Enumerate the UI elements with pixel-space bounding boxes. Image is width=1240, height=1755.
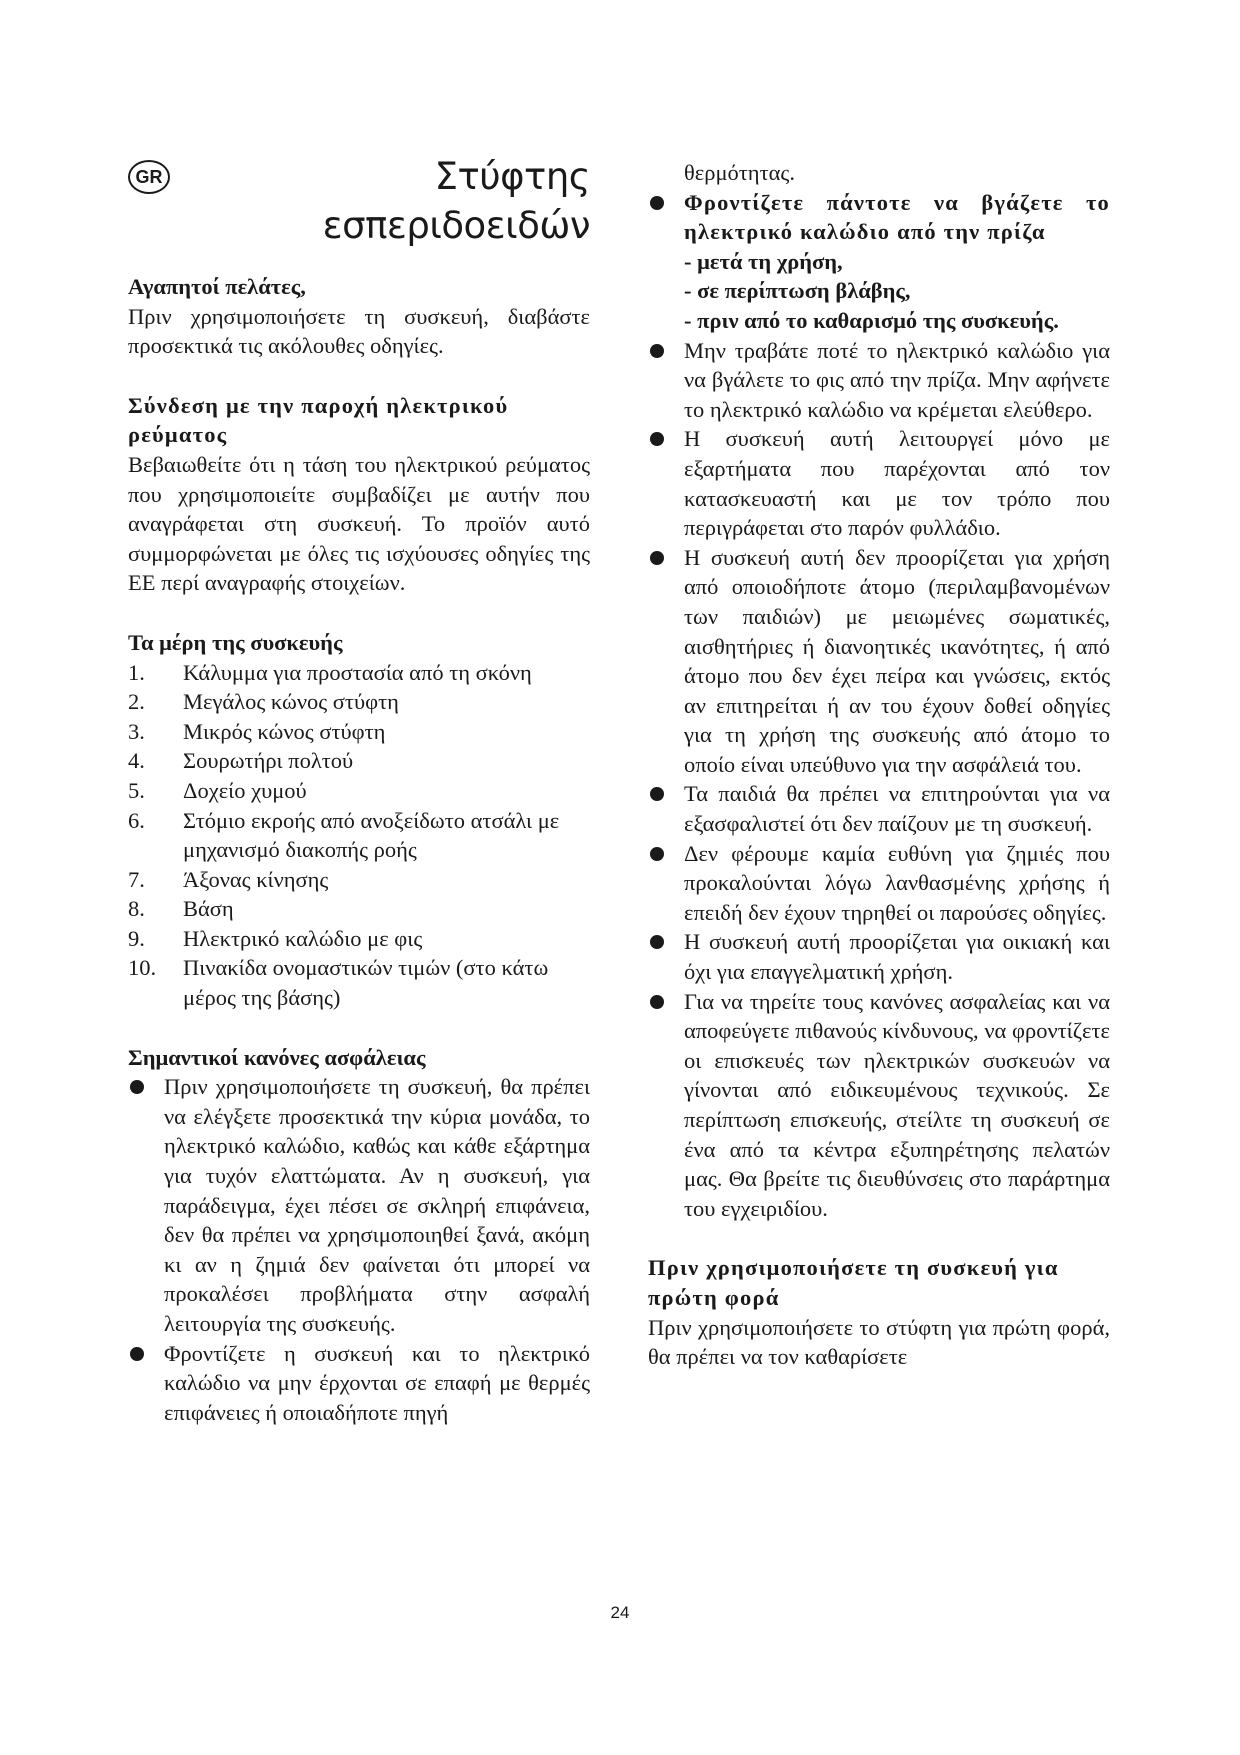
bullet-icon <box>650 344 664 358</box>
unplug-case: - μετά τη χρήση, <box>684 248 843 274</box>
unplug-case: - σε περίπτωση βλάβης, <box>684 278 911 304</box>
safety-list-left <box>128 1072 590 1427</box>
parts-list-item <box>128 776 590 806</box>
parts-list-item <box>128 717 590 747</box>
part-text: Μικρός κώνος στύφτη <box>183 718 386 744</box>
parts-list-item <box>128 953 590 1012</box>
part-number: 5. <box>128 777 145 803</box>
right-column <box>648 158 1110 1372</box>
part-text: Σουρωτήρι πολτού <box>183 748 354 774</box>
safety-list-item <box>648 424 1110 542</box>
part-text: Άξονας κίνησης <box>183 866 329 892</box>
unplug-heading: Φροντίζετε πάντοτε να βγάζετε το ηλεκτρικό καλώδιο από την πρίζα <box>684 189 1110 245</box>
title-block <box>128 152 590 250</box>
bullet-icon <box>650 935 664 949</box>
connection-paragraph: Βεβαιωθείτε ότι η τάση του ηλεκτρικού ρεύματος που χρησιμοποιείτε συμβαδίζει με αυτήν που αναγράφεται στη συσκευή. Το προϊόν αυτό συμμορφώνεται με όλες τις ισχύουσες οδηγίες της ΕΕ περί αναγραφής στοιχείων. <box>128 451 590 596</box>
safety-list-item <box>648 779 1110 838</box>
parts-list-item <box>128 894 590 924</box>
safety-item-text: Δεν φέρουμε καμία ευθύνη για ζημιές που προκαλούνται λόγω λανθασμένης χρήσης ή επειδή δεν έχουν τηρηθεί οι παρούσες οδηγίες. <box>684 840 1110 925</box>
safety-list-item <box>128 1072 590 1338</box>
part-number: 7. <box>128 866 145 892</box>
safety-list-item <box>648 987 1110 1224</box>
parts-list <box>128 658 590 1013</box>
bullet-icon <box>650 551 664 565</box>
part-number: 8. <box>128 896 145 922</box>
safety-list-right <box>648 158 1110 1223</box>
safety-list-item <box>128 1339 590 1428</box>
part-number: 4. <box>128 748 145 774</box>
bullet-icon <box>650 847 664 861</box>
part-number: 10. <box>128 955 157 981</box>
part-number: 9. <box>128 925 145 951</box>
safety-heading: Σημαντικοί κανόνες ασφάλειας <box>128 1044 426 1070</box>
part-text: Πινακίδα ονομαστικών τιμών (στο κάτω μέρος της βάσης) <box>183 955 549 1011</box>
continuation-text: θερμότητας. <box>684 160 795 185</box>
page-number: 24 <box>610 1603 630 1622</box>
safety-item-text: Πριν χρησιμοποιήσετε τη συσκευή, θα πρέπει να ελέγξετε προσεκτικά την κύρια μονάδα, το ηλεκτρικό καλώδιο, καθώς και κάθε εξάρτημα για τυχόν ελαττώματα. Αν η συσκευή, για παράδειγμα, έχει πέσει σε σκληρή επιφάνεια, δεν θα πρέπει να χρησιμοποιηθεί ξανά, ακόμη κι αν η ζημιά δεν φαίνεται ότι μπορεί να προκαλέσει προβλήματα στην ασφαλή λειτουργία της συσκευής. <box>164 1074 590 1336</box>
safety-item-text: Μην τραβάτε ποτέ το ηλεκτρικό καλώδιο για να βγάλετε το φις από την πρίζα. Μην αφήνετε το ηλεκτρικό καλώδιο να κρέμεται ελεύθερο. <box>684 337 1110 422</box>
bullet-icon <box>650 432 664 446</box>
safety-list-item <box>648 188 1110 336</box>
parts-list-item <box>128 924 590 954</box>
parts-list-item <box>128 658 590 688</box>
parts-heading: Τα μέρη της συσκευής <box>128 629 343 655</box>
part-text: Βάση <box>183 896 234 922</box>
part-text: Δοχείο χυμού <box>183 777 307 803</box>
greeting: Αγαπητοί πελάτες, <box>128 274 306 299</box>
left-column <box>128 152 590 1427</box>
part-text: Κάλυμμα για προστασία από τη σκόνη <box>183 659 532 685</box>
bullet-icon <box>130 1347 144 1361</box>
page-title-line-1: Στύφτης <box>434 155 590 198</box>
part-number: 6. <box>128 807 145 833</box>
intro-paragraph: Πριν χρησιμοποιήσετε τη συσκευή, διαβάστε προσεκτικά τις ακόλουθες οδηγίες. <box>128 303 590 359</box>
safety-item-text: Φροντίζετε η συσκευή και το ηλεκτρικό καλώδιο να μην έρχονται σε επαφή με θερμές επιφάνειες ή οποιαδήποτε πηγή <box>164 1340 590 1425</box>
parts-list-item <box>128 865 590 895</box>
language-badge: GR <box>128 160 170 194</box>
continuation-line <box>648 158 1110 188</box>
safety-item-text: Η συσκευή αυτή λειτουργεί μόνο με εξαρτήματα που παρέχονται από τον κατασκευαστή και με τον τρόπο που περιγράφεται στο παρόν φυλλάδιο. <box>684 426 1110 541</box>
part-number: 3. <box>128 718 145 744</box>
parts-list-item <box>128 806 590 865</box>
parts-list-item <box>128 687 590 717</box>
first-use-heading: Πριν χρησιμοποιήσετε τη συσκευή για πρώτη φορά <box>648 1255 1059 1310</box>
bullet-icon <box>130 1080 144 1094</box>
bullet-icon <box>650 787 664 801</box>
bullet-icon <box>650 196 664 210</box>
safety-list-item <box>648 927 1110 986</box>
part-text: Στόμιο εκροής από ανοξείδωτο ατσάλι με μηχανισμό διακοπής ροής <box>183 807 560 863</box>
safety-item-text: Η συσκευή αυτή δεν προορίζεται για χρήση από οποιοδήποτε άτομο (περιλαμβανομένων των παιδιών) με μειωμένες σωματικές, αισθητήριες ή διανοητικές ικανότητες, ή από άτομο που δεν έχει πείρα και γνώσεις, εκτός αν επιτηρείται ή αν του έχουν δοθεί οδηγίες για τη χρήση της συσκευής από άτομο το οποίο είναι υπεύθυνο για την ασφάλειά του. <box>684 544 1110 777</box>
unplug-case: - πριν από το καθαρισμό της συσκευής. <box>684 307 1059 333</box>
part-number: 1. <box>128 659 145 685</box>
part-number: 2. <box>128 689 145 715</box>
first-use-paragraph: Πριν χρησιμοποιήσετε το στύφτη για πρώτη φορά, θα πρέπει να τον καθαρίσετε <box>648 1314 1110 1370</box>
bullet-icon <box>650 995 664 1009</box>
safety-list-item <box>648 336 1110 425</box>
connection-heading: Σύνδεση με την παροχή ηλεκτρικού ρεύματος <box>128 392 509 448</box>
page-title-line-2: εσπεριδοειδών <box>322 204 590 247</box>
safety-item-text: Για να τηρείτε τους κανόνες ασφαλείας και να αποφεύγετε πιθανούς κίνδυνους, να φροντίζετε οι επισκευές των ηλεκτρικών συσκευών να γίνονται από ειδικευμένους τεχνικούς. Σε περίπτωση επισκευής, στείλτε τη συσκευή σε ένα από τα κέντρα εξυπηρέτησης πελατών μας. Θα βρείτε τις διευθύνσεις στο παράρτημα του εγχειριδίου. <box>684 988 1110 1221</box>
part-text: Ηλεκτρικό καλώδιο με φις <box>183 925 423 951</box>
safety-list-item <box>648 839 1110 928</box>
part-text: Μεγάλος κώνος στύφτη <box>183 689 399 715</box>
safety-item-text: Η συσκευή αυτή προορίζεται για οικιακή και όχι για επαγγελματική χρήση. <box>684 929 1110 985</box>
safety-list-item <box>648 543 1110 780</box>
safety-item-text: Τα παιδιά θα πρέπει να επιτηρούνται για να εξασφαλιστεί ότι δεν παίζουν με τη συσκευή. <box>684 781 1110 837</box>
parts-list-item <box>128 746 590 776</box>
